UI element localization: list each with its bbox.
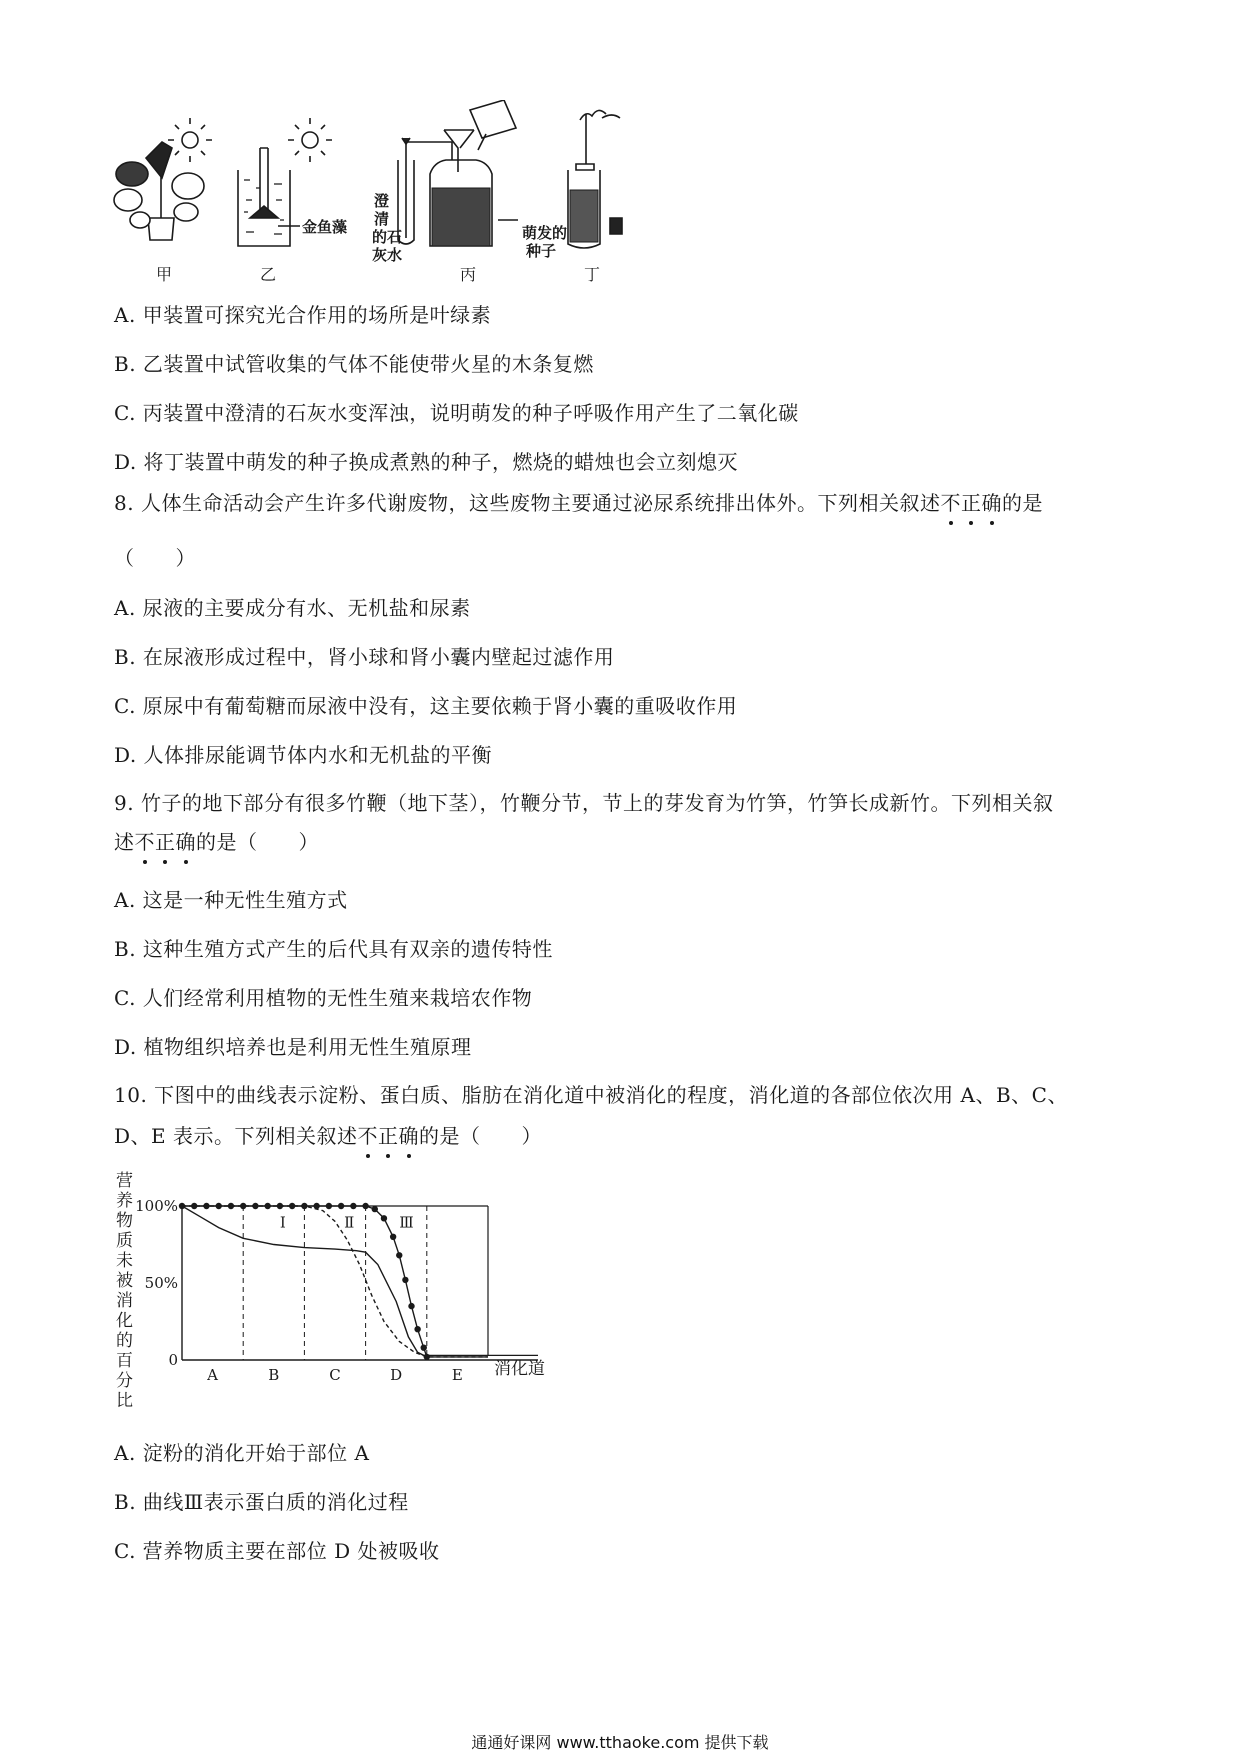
q8-emph-3: 确 <box>981 491 1002 515</box>
ylabel-char-7: 消 <box>116 1291 133 1311</box>
series-3-point-17 <box>372 1206 378 1212</box>
series-3-point-14 <box>338 1203 344 1209</box>
q10-line2-suffix: 的是（ ） <box>419 1124 542 1148</box>
q8-stem-prefix: 8. 人体生命活动会产生许多代谢废物，这些废物主要通过泌尿系统排出体外。下列相关叙述 <box>114 491 941 515</box>
ytick-label-3: 0 <box>168 1351 178 1369</box>
series-3-point-22 <box>408 1303 414 1309</box>
q9-option-a: A. 这是一种无性生殖方式 <box>114 888 348 912</box>
fig-label-yi: 乙 <box>260 265 277 284</box>
q8-stem <box>114 490 1043 516</box>
xtick-label-d: D <box>390 1366 403 1384</box>
ylabel-char-6: 被 <box>116 1271 133 1291</box>
q9-stem-line1: 9. 竹子的地下部分有很多竹鞭（地下茎），竹鞭分节，节上的芽发育为竹笋，竹笋长成新竹。下列相关叙 <box>114 791 1054 815</box>
series-3-point-6 <box>240 1203 246 1209</box>
sun-icon-jia <box>168 118 212 162</box>
q9-option-c: C. 人们经常利用植物的无性生殖来栽培农作物 <box>114 986 533 1010</box>
q8-option-b: B. 在尿液形成过程中，肾小球和肾小囊内壁起过滤作用 <box>114 645 615 669</box>
ylabel-char-1: 营 <box>116 1171 133 1191</box>
q8-option-c: C. 原尿中有葡萄糖而尿液中没有，这主要依赖于肾小囊的重吸收作用 <box>114 694 738 718</box>
q8-stem-suffix: 的是 <box>1001 491 1043 515</box>
series-3-point-8 <box>264 1203 270 1209</box>
q9-option-b: B. 这种生殖方式产生的后代具有双亲的遗传特性 <box>114 937 553 961</box>
ylabel-char-3: 物 <box>116 1211 133 1231</box>
ylabel-char-4: 质 <box>116 1231 133 1251</box>
q9-emph-3: 确 <box>175 830 196 854</box>
q9-emph-2: 正 <box>155 830 176 854</box>
q9-option-d: D. 植物组织培养也是利用无性生殖原理 <box>114 1035 472 1059</box>
series-3-point-13 <box>326 1203 332 1209</box>
chart-ylabel <box>116 1171 133 1411</box>
series-3-point-7 <box>252 1203 258 1209</box>
chart-series <box>179 1203 488 1360</box>
series-3-point-23 <box>414 1326 420 1332</box>
q10-emph-3: 确 <box>398 1124 419 1148</box>
annotation-limewater-2: 清 <box>374 210 390 228</box>
series-line-1 <box>182 1206 488 1357</box>
q10-emph-2: 正 <box>378 1124 399 1148</box>
q9-line2-prefix: 述 <box>114 830 135 854</box>
xtick-label-c: C <box>329 1366 341 1384</box>
chart-xticks <box>206 1366 463 1384</box>
annotation-limewater-3: 的石 <box>372 228 403 246</box>
chart-yticks <box>135 1197 178 1369</box>
series-3-point-2 <box>191 1203 197 1209</box>
sun-icon-yi <box>288 118 332 162</box>
xtick-label-a: A <box>207 1366 219 1384</box>
q7-option-a: A. 甲装置可探究光合作用的场所是叶绿素 <box>114 303 492 327</box>
digestion-chart <box>110 1168 570 1424</box>
q8-paren: （ ） <box>114 546 196 570</box>
series-3-point-11 <box>301 1203 307 1209</box>
bottle-candle-icon <box>568 110 622 248</box>
series-3-point-4 <box>216 1203 222 1209</box>
annotation-limewater-1: 澄 <box>374 192 390 210</box>
series-3-point-25 <box>424 1354 430 1360</box>
series-label-2: Ⅱ <box>344 1213 355 1232</box>
series-3-point-19 <box>390 1234 396 1240</box>
q9-stem-line2 <box>114 829 319 855</box>
annotation-goldfish-algae: 金鱼藻 <box>302 218 348 236</box>
q7-option-b: B. 乙装置中试管收集的气体不能使带火星的木条复燃 <box>114 352 594 376</box>
ytick-label-2: 50% <box>144 1274 178 1292</box>
apparatus-figure <box>110 100 710 286</box>
ylabel-char-12: 比 <box>116 1391 133 1411</box>
series-3-point-24 <box>421 1344 427 1350</box>
q8-option-d: D. 人体排尿能调节体内水和无机盐的平衡 <box>114 743 493 767</box>
series-3-point-15 <box>350 1203 356 1209</box>
series-label-3: Ⅲ <box>399 1213 414 1232</box>
ytick-label-1: 100% <box>135 1197 178 1215</box>
q8-option-a: A. 尿液的主要成分有水、无机盐和尿素 <box>114 596 471 620</box>
q10-stem-line2 <box>114 1123 542 1149</box>
q10-option-b: B. 曲线Ⅲ表示蛋白质的消化过程 <box>114 1490 409 1514</box>
xtick-label-b: B <box>268 1366 280 1384</box>
series-3-point-10 <box>289 1203 295 1209</box>
beaker-icon <box>238 148 300 246</box>
fig-label-jia: 甲 <box>156 265 173 284</box>
series-line-2 <box>182 1206 488 1357</box>
annotation-seeds-2: 种子 <box>526 242 557 260</box>
fig-label-ding: 丁 <box>584 265 601 284</box>
jar-icon <box>430 100 516 246</box>
q9-line2-suffix: 的是（ ） <box>196 830 319 854</box>
series-3-point-18 <box>381 1215 387 1221</box>
ylabel-char-10: 百 <box>116 1351 133 1371</box>
series-3-point-3 <box>203 1203 209 1209</box>
q10-option-c: C. 营养物质主要在部位 D 处被吸收 <box>114 1539 440 1563</box>
series-3-point-9 <box>277 1203 283 1209</box>
q10-emph-1: 不 <box>357 1124 378 1148</box>
series-3-point-16 <box>362 1203 368 1209</box>
series-3-point-1 <box>179 1203 185 1209</box>
ylabel-char-5: 未 <box>116 1251 133 1271</box>
annotation-seeds-1: 萌发的 <box>522 224 568 242</box>
chart-frame <box>182 1206 538 1360</box>
chart-series-labels <box>280 1214 414 1232</box>
q8-emph-1: 不 <box>940 491 961 515</box>
q8-emph-2: 正 <box>960 491 982 515</box>
q7-option-d: D. 将丁装置中萌发的种子换成煮熟的种子，燃烧的蜡烛也会立刻熄灭 <box>114 450 739 474</box>
q10-stem-line1: 10. 下图中的曲线表示淀粉、蛋白质、脂肪在消化道中被消化的程度，消化道的各部位依次用 A、B、C、 <box>114 1083 1068 1107</box>
q9-emph-1: 不 <box>134 830 155 854</box>
q10-line2-prefix: D、E 表示。下列相关叙述 <box>114 1124 358 1148</box>
ylabel-char-8: 化 <box>116 1311 133 1331</box>
series-3-point-20 <box>396 1252 402 1258</box>
ylabel-char-2: 养 <box>116 1191 133 1211</box>
annotation-limewater-4: 灰水 <box>372 246 403 264</box>
series-3-point-5 <box>228 1203 234 1209</box>
ylabel-char-11: 分 <box>116 1371 133 1391</box>
page-footer: 通通好课网 www.tthaoke.com 提供下载 <box>471 1733 769 1752</box>
ylabel-char-9: 的 <box>116 1331 133 1351</box>
q10-option-a: A. 淀粉的消化开始于部位 A <box>114 1441 370 1465</box>
series-label-1: Ⅰ <box>279 1213 286 1232</box>
q7-option-c: C. 丙装置中澄清的石灰水变浑浊，说明萌发的种子呼吸作用产生了二氧化碳 <box>114 401 799 425</box>
series-3-point-21 <box>402 1277 408 1283</box>
xtick-label-e: E <box>451 1366 463 1384</box>
chart-xlabel: 消化道 <box>494 1359 545 1379</box>
fig-label-bing: 丙 <box>460 265 477 284</box>
series-3-point-12 <box>313 1203 319 1209</box>
